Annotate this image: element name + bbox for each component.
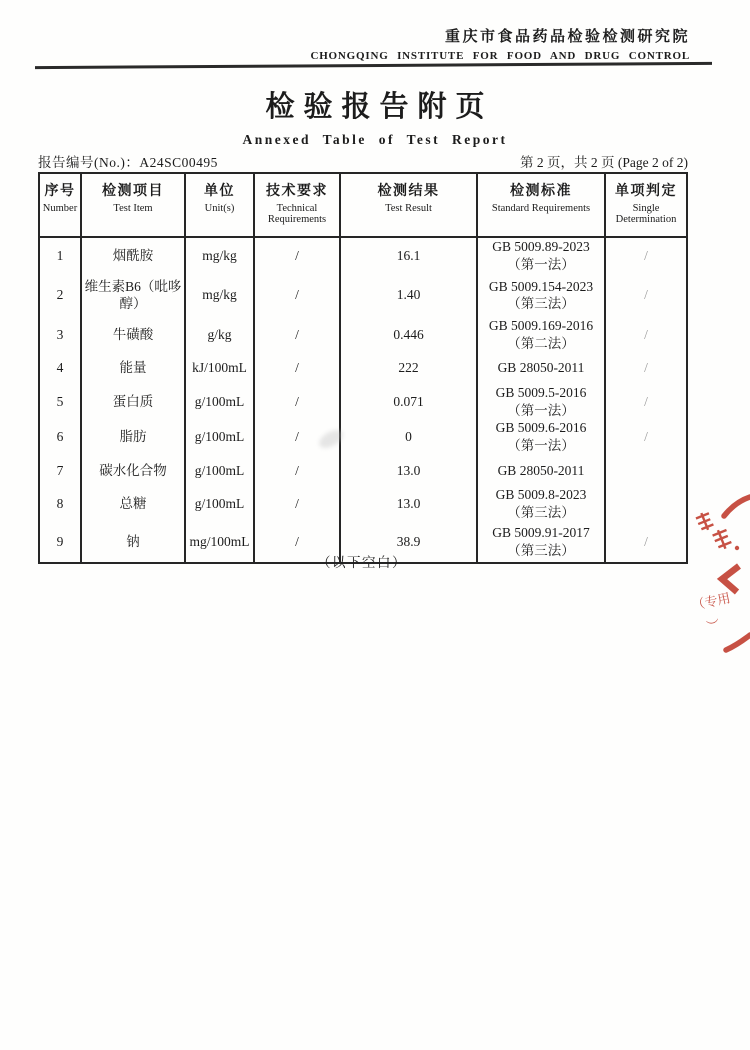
test-result-cell: 38.9 — [340, 521, 477, 563]
unit-cell: g/100mL — [185, 454, 254, 486]
page-indicator: 第 2 页，共 2 页 (Page 2 of 2) — [520, 155, 688, 170]
stamp-bracket: ） — [704, 617, 722, 634]
standard-line2: （第一法） — [507, 256, 575, 272]
report-subtitle: Annexed Table of Test Report — [242, 132, 508, 147]
col-header-test-item — [81, 173, 185, 237]
determination-cell: / — [605, 521, 687, 563]
org-name-en: CHONGQING INSTITUTE FOR FOOD AND DRUG CONTROL — [310, 50, 690, 62]
technical-requirement-cell: / — [254, 352, 340, 384]
standard-cell — [477, 317, 605, 352]
stamp-glyph-blob-1 — [695, 510, 715, 532]
title-block — [0, 84, 750, 148]
test-item-cell: 维生素B6（吡哆醇） — [81, 273, 185, 317]
technical-requirement-cell: / — [254, 419, 340, 454]
test-item-cell: 蛋白质 — [81, 384, 185, 419]
standard-cell — [477, 352, 605, 384]
stamp-text: （专用 — [690, 590, 732, 613]
below-blank-note: （以下空白） — [317, 555, 407, 570]
standard-line2: （第一法） — [507, 402, 575, 418]
standard-line1: GB 5009.91-2017 — [492, 525, 590, 541]
determination-cell: / — [605, 352, 687, 384]
unit-cell: g/100mL — [185, 419, 254, 454]
table-row — [39, 419, 687, 454]
determination-cell — [605, 454, 687, 486]
test-item-cell: 脂肪 — [81, 419, 185, 454]
col-unit-cn: 单位 — [204, 184, 235, 199]
table-row — [39, 384, 687, 419]
col-item-en: Test Item — [113, 203, 153, 214]
test-result-cell: 13.0 — [340, 486, 477, 521]
standard-cell — [477, 454, 605, 486]
org-header — [310, 25, 690, 62]
test-item-cell: 钠 — [81, 521, 185, 563]
determination-cell: / — [605, 419, 687, 454]
table-header-row — [39, 173, 687, 237]
meta-row — [38, 151, 688, 171]
col-number-en: Number — [42, 203, 78, 214]
row-number-cell: 5 — [39, 384, 81, 419]
technical-requirement-cell: / — [254, 454, 340, 486]
table-row — [39, 317, 687, 352]
standard-line2: （第三法） — [507, 296, 575, 312]
test-result-cell: 16.1 — [340, 237, 477, 273]
unit-cell: g/kg — [185, 317, 254, 352]
determination-cell: / — [605, 384, 687, 419]
stamp-wedge — [722, 566, 739, 592]
test-result-cell: 222 — [340, 352, 477, 384]
determination-cell — [605, 486, 687, 521]
row-number-cell: 8 — [39, 486, 81, 521]
col-header-determination — [605, 173, 687, 237]
technical-requirement-cell: / — [254, 521, 340, 563]
row-number-cell: 6 — [39, 419, 81, 454]
col-header-number — [39, 173, 81, 237]
test-item-cell: 总糖 — [81, 486, 185, 521]
unit-cell: mg/100mL — [185, 521, 254, 563]
col-header-standard — [477, 173, 605, 237]
standard-cell — [477, 419, 605, 454]
stamp-graphic — [690, 460, 750, 660]
technical-requirement-cell: / — [254, 237, 340, 273]
standard-line2: （第二法） — [507, 335, 575, 351]
col-result-cn: 检测结果 — [377, 184, 440, 199]
report-number-value: A24SC00495 — [139, 155, 218, 170]
stamp-glyph-blob-2 — [711, 527, 732, 551]
standard-line2: （第三法） — [507, 504, 575, 520]
row-number-cell: 1 — [39, 237, 81, 273]
col-tech-cn: 技术要求 — [266, 184, 328, 199]
standard-line2: （第一法） — [507, 437, 575, 453]
technical-requirement-cell: / — [254, 273, 340, 317]
standard-line1: GB 5009.8-2023 — [495, 487, 587, 503]
row-number-cell: 9 — [39, 521, 81, 563]
report-number-label: 报告编号(No.)： — [38, 155, 140, 170]
col-header-technical-requirements — [254, 173, 340, 237]
col-det-en: Single Determination — [615, 203, 677, 225]
official-stamp — [690, 460, 750, 660]
table-row — [39, 454, 687, 486]
unit-cell: mg/kg — [185, 237, 254, 273]
test-item-cell: 牛磺酸 — [81, 317, 185, 352]
test-result-cell: 0.446 — [340, 317, 477, 352]
row-number-cell: 2 — [39, 273, 81, 317]
standard-cell — [477, 237, 605, 273]
determination-cell: / — [605, 237, 687, 273]
test-item-cell: 碳水化合物 — [81, 454, 185, 486]
test-result-cell: 1.40 — [340, 273, 477, 317]
table-row — [39, 237, 687, 273]
col-det-cn: 单项判定 — [615, 184, 677, 199]
test-item-cell: 能量 — [81, 352, 185, 384]
col-result-en: Test Result — [385, 203, 432, 214]
report-number-line — [38, 151, 218, 171]
col-tech-en: Technical Requirements — [267, 203, 327, 225]
standard-line1: GB 5009.6-2016 — [495, 420, 587, 436]
determination-cell: / — [605, 317, 687, 352]
header-rule — [35, 62, 712, 69]
standard-cell — [477, 384, 605, 419]
determination-cell: / — [605, 273, 687, 317]
unit-cell: g/100mL — [185, 384, 254, 419]
technical-requirement-cell: / — [254, 384, 340, 419]
row-number-cell: 7 — [39, 454, 81, 486]
col-item-cn: 检测项目 — [102, 184, 164, 199]
col-number-cn: 序号 — [44, 184, 76, 199]
stamp-dot — [735, 546, 739, 550]
unit-cell: g/100mL — [185, 486, 254, 521]
col-header-unit — [185, 173, 254, 237]
test-result-cell: 0 — [340, 419, 477, 454]
col-standard-en: Standard Requirements — [491, 203, 591, 214]
test-result-cell: 0.071 — [340, 384, 477, 419]
unit-cell: kJ/100mL — [185, 352, 254, 384]
stamp-arc-top — [724, 497, 750, 516]
stamp-arc-bottom — [726, 635, 750, 650]
test-result-cell: 13.0 — [340, 454, 477, 486]
standard-cell — [477, 486, 605, 521]
table-row — [39, 352, 687, 384]
standard-line1: GB 5009.154-2023 — [488, 278, 594, 294]
standard-cell — [477, 273, 605, 317]
standard-line1: GB 5009.5-2016 — [495, 385, 587, 401]
report-title: 检验报告附页 — [265, 91, 494, 123]
col-standard-cn: 检测标准 — [510, 184, 572, 199]
test-item-cell: 烟酰胺 — [81, 237, 185, 273]
table-row — [39, 273, 687, 317]
row-number-cell: 3 — [39, 317, 81, 352]
col-unit-en: Unit(s) — [204, 203, 235, 214]
org-name-cn: 重庆市食品药品检验检测研究院 — [444, 29, 690, 45]
standard-line1: GB 5009.169-2016 — [488, 318, 594, 334]
standard-line1: GB 5009.89-2023 — [492, 239, 590, 254]
unit-cell: mg/kg — [185, 273, 254, 317]
row-number-cell: 4 — [39, 352, 81, 384]
standard-line1: GB 28050-2011 — [497, 462, 585, 478]
technical-requirement-cell: / — [254, 317, 340, 352]
col-header-test-result — [340, 173, 477, 237]
technical-requirement-cell: / — [254, 486, 340, 521]
test-results-table — [38, 172, 688, 564]
table-row — [39, 486, 687, 521]
standard-line1: GB 28050-2011 — [497, 360, 585, 376]
standard-line2: （第三法） — [507, 542, 575, 558]
